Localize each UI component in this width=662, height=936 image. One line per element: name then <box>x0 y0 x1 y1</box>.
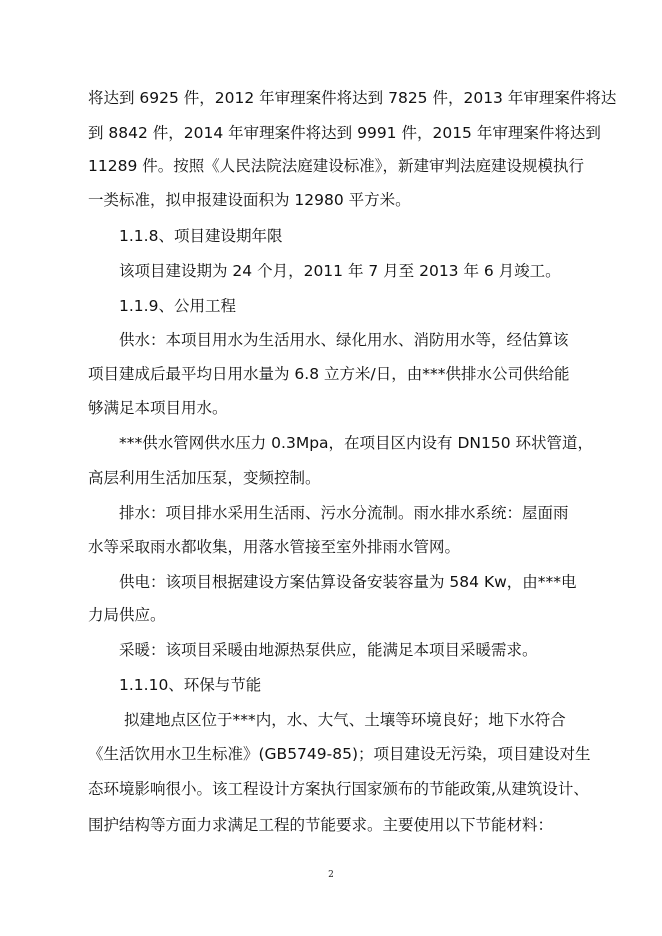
text-line: 该项目建设期为 24 个月，2011 年 7 月至 2013 年 6 月竣工。 <box>119 262 561 280</box>
section-heading: 1.1.9、公用工程 <box>119 297 236 315</box>
text-line: 拟建地点区位于***内，水、大气、土壤等环境良好；地下水符合 <box>124 711 566 729</box>
section-heading: 1.1.8、项目建设期年限 <box>119 227 283 245</box>
text-line: ***供水管网供水压力 0.3Mpa，在项目区内设有 DN150 环状管道， <box>119 434 594 452</box>
text-line: 高层利用生活加压泵，变频控制。 <box>88 469 321 487</box>
text-line: 《生活饮用水卫生标准》(GB5749-85)；项目建设无污染，项目建设对生 <box>88 745 591 763</box>
text-line: 排水：项目排水采用生活雨、污水分流制。雨水排水系统：屋面雨 <box>119 504 569 522</box>
text-line: 态环境影响很小。该工程设计方案执行国家颁布的节能政策,从建筑设计、 <box>88 780 589 798</box>
text-line: 围护结构等方面力求满足工程的节能要求。主要使用以下节能材料： <box>88 816 554 834</box>
text-line: 供电：该项目根据建设方案估算设备安装容量为 584 Kw，由***电 <box>119 573 577 591</box>
text-line: 水等采取雨水都收集，用落水管接至室外排雨水管网。 <box>88 538 461 556</box>
text-line: 将达到 6925 件，2012 年审理案件将达到 7825 件，2013 年审理案件将达 <box>88 89 617 107</box>
section-heading: 1.1.10、环保与节能 <box>119 676 262 694</box>
text-line: 一类标准，拟申报建设面积为 12980 平方米。 <box>88 191 411 209</box>
text-line: 力局供应。 <box>88 606 166 624</box>
text-line: 项目建成后最平均日用水量为 6.8 立方米/日，由***供排水公司供给能 <box>88 365 570 383</box>
text-line: 11289 件。按照《人民法院法庭建设标准》，新建审判法庭建设规模执行 <box>88 157 584 175</box>
text-line: 到 8842 件，2014 年审理案件将达到 9991 件，2015 年审理案件将达到 <box>88 124 601 142</box>
text-line: 供水：本项目用水为生活用水、绿化用水、消防用水等，经估算该 <box>119 331 569 349</box>
page-number: 2 <box>328 870 334 880</box>
text-line: 够满足本项目用水。 <box>88 399 228 417</box>
text-line: 采暖：该项目采暖由地源热泵供应，能满足本项目采暖需求。 <box>119 641 538 659</box>
